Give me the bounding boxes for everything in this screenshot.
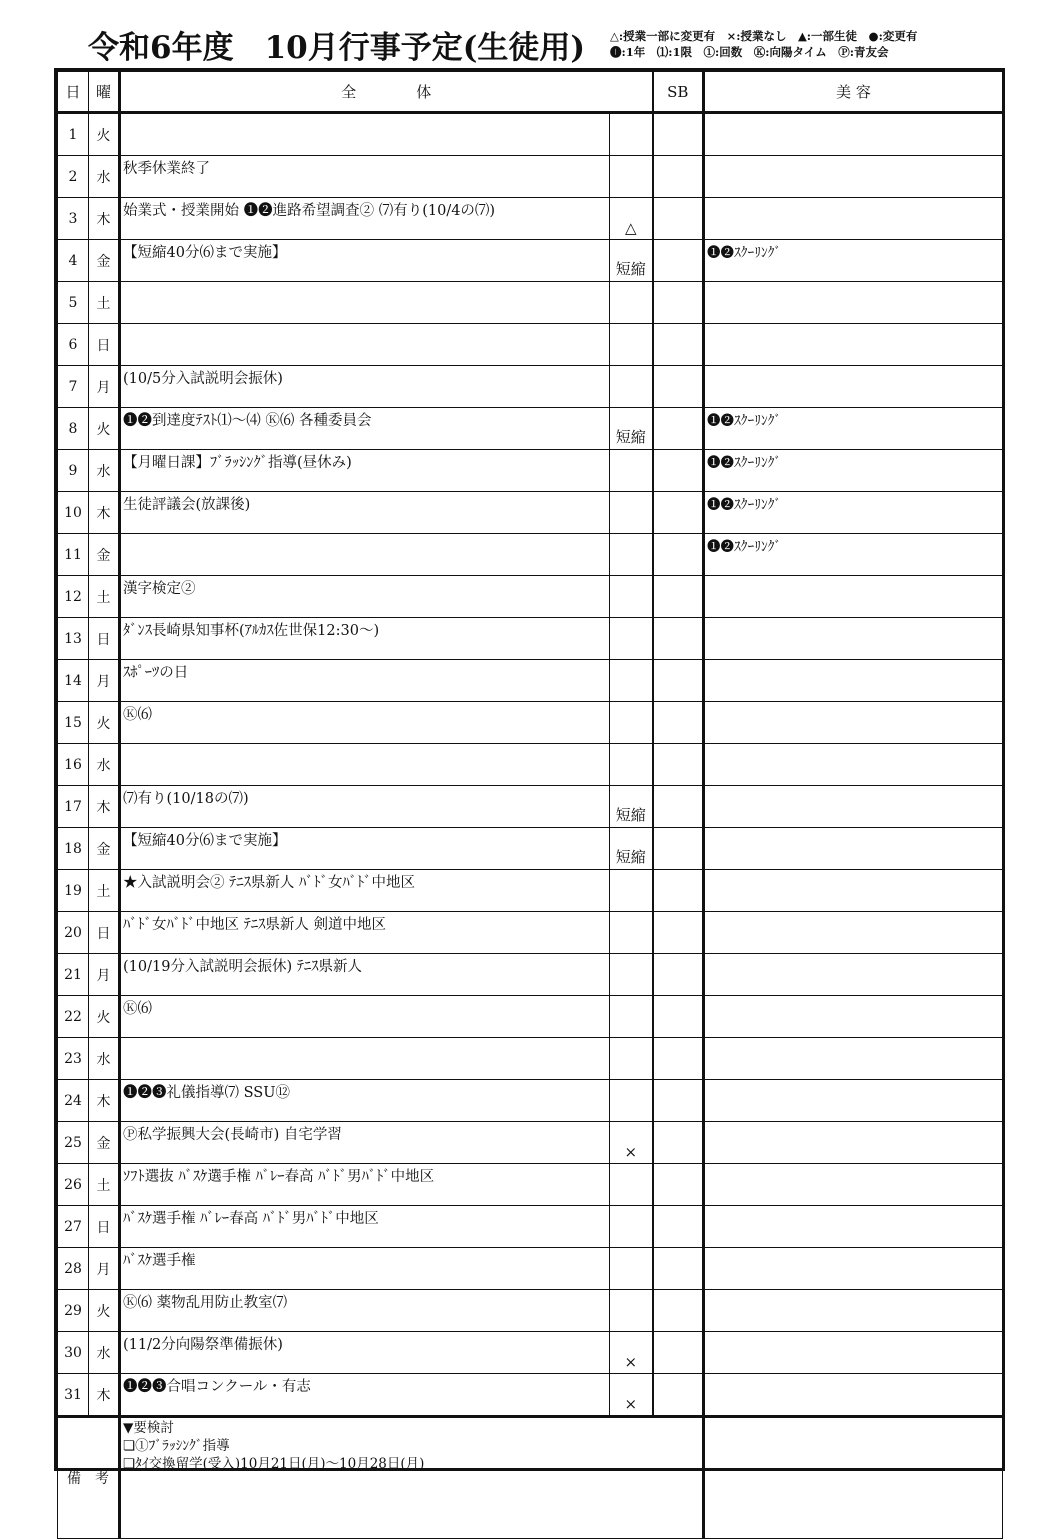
table-row [58,828,1003,870]
day-cell: 25 [58,1122,89,1164]
sb-cell [653,1122,704,1164]
table-row [58,240,1003,282]
sb-cell [653,1206,704,1248]
weekday-cell: 火 [89,408,120,450]
mark-cell [610,576,653,618]
beauty-cell [704,1038,1003,1080]
mark-cell: 短縮 [610,408,653,450]
day-cell: 14 [58,660,89,702]
mark-cell [610,912,653,954]
mark-cell [610,996,653,1038]
table-row [58,954,1003,996]
weekday-cell: 木 [89,1374,120,1417]
table-row [58,1080,1003,1122]
event-cell: 生徒評議会(放課後) [120,492,610,534]
sb-cell [653,702,704,744]
event-cell: ﾊﾞｽｹ選手権 [120,1248,610,1290]
event-cell [120,113,610,156]
day-cell: 6 [58,324,89,366]
table-row [58,324,1003,366]
day-cell: 23 [58,1038,89,1080]
event-cell: 秋季休業終了 [120,156,610,198]
event-cell: ﾊﾞﾄﾞ女ﾊﾞﾄﾞ中地区 ﾃﾆｽ県新人 剣道中地区 [120,912,610,954]
event-cell: ｽﾎﾟｰﾂの日 [120,660,610,702]
mark-cell [610,492,653,534]
mark-cell [610,282,653,324]
beauty-cell [704,660,1003,702]
beauty-cell [704,1080,1003,1122]
day-cell: 20 [58,912,89,954]
mark-cell [610,324,653,366]
sb-cell [653,240,704,282]
weekday-cell: 火 [89,113,120,156]
mark-cell [610,450,653,492]
page-title: 令和6年度 10月行事予定(生徒用) [88,30,586,66]
mark-cell [610,702,653,744]
sb-cell [653,786,704,828]
event-cell [120,534,610,576]
day-cell: 26 [58,1164,89,1206]
day-cell: 9 [58,450,89,492]
event-cell: ﾀﾞﾝｽ長崎県知事杯(ｱﾙｶｽ佐世保12:30～) [120,618,610,660]
sb-cell [653,450,704,492]
mark-cell [610,954,653,996]
beauty-cell [704,870,1003,912]
beauty-cell [704,1164,1003,1206]
event-cell: 【短縮40分⑹まで実施】 [120,240,610,282]
sb-cell [653,324,704,366]
day-cell: 1 [58,113,89,156]
weekday-cell: 土 [89,576,120,618]
table-row [58,786,1003,828]
mark-cell: × [610,1332,653,1374]
sb-cell [653,912,704,954]
beauty-cell [704,996,1003,1038]
legend-line-1: △:授業一部に変更有 ×:授業なし ▲:一部生徒 ●:変更有 [610,29,918,43]
sb-cell [653,1248,704,1290]
weekday-cell: 日 [89,324,120,366]
beauty-cell [704,828,1003,870]
legend-line-2: ❶:1年 ⑴:1限 ①:回数 Ⓚ:向陽タイム Ⓟ:青友会 [610,45,889,59]
beauty-cell [704,1248,1003,1290]
mark-cell [610,113,653,156]
beauty-cell [704,702,1003,744]
day-cell: 13 [58,618,89,660]
event-cell: Ⓚ⑹ 薬物乱用防止教室⑺ [120,1290,610,1332]
weekday-cell: 金 [89,534,120,576]
header-overall: 全 体 [120,72,653,113]
schedule-table [57,71,1003,1539]
sb-cell [653,1290,704,1332]
beauty-cell [704,198,1003,240]
weekday-cell: 火 [89,702,120,744]
table-row [58,870,1003,912]
table-row [58,1248,1003,1290]
event-cell: ⑺有り(10/18の⑺) [120,786,610,828]
notes-beauty [704,1417,1003,1539]
mark-cell [610,1164,653,1206]
beauty-cell [704,1206,1003,1248]
notes-label: 備 考 [58,1417,120,1539]
beauty-cell [704,576,1003,618]
beauty-cell: ❶❷ｽｸｰﾘﾝｸﾞ [704,534,1003,576]
beauty-cell [704,1290,1003,1332]
weekday-cell: 土 [89,282,120,324]
event-cell: ★入試説明会② ﾃﾆｽ県新人 ﾊﾞﾄﾞ女ﾊﾞﾄﾞ中地区 [120,870,610,912]
event-cell: ❶❷❸礼儀指導⑺ SSU⑫ [120,1080,610,1122]
mark-cell [610,1080,653,1122]
table-row [58,1038,1003,1080]
weekday-cell: 日 [89,912,120,954]
header-day: 日 [58,72,89,113]
day-cell: 19 [58,870,89,912]
weekday-cell: 木 [89,1080,120,1122]
header-sb: SB [653,72,704,113]
beauty-cell [704,786,1003,828]
mark-cell: 短縮 [610,786,653,828]
weekday-cell: 金 [89,1122,120,1164]
notes-body [120,1417,704,1539]
weekday-cell: 水 [89,744,120,786]
day-cell: 24 [58,1080,89,1122]
table-row [58,1122,1003,1164]
day-cell: 7 [58,366,89,408]
sb-cell [653,576,704,618]
table-row [58,1290,1003,1332]
event-cell: ❶❷到達度ﾃｽﾄ⑴～⑷ Ⓚ⑹ 各種委員会 [120,408,610,450]
day-cell: 17 [58,786,89,828]
sb-cell [653,996,704,1038]
mark-cell [610,1038,653,1080]
mark-cell [610,744,653,786]
sb-cell [653,1164,704,1206]
table-row [58,1206,1003,1248]
day-cell: 10 [58,492,89,534]
mark-cell: × [610,1374,653,1417]
weekday-cell: 水 [89,1332,120,1374]
sb-cell [653,870,704,912]
day-cell: 15 [58,702,89,744]
day-cell: 22 [58,996,89,1038]
day-cell: 3 [58,198,89,240]
table-row [58,1374,1003,1417]
mark-cell [610,618,653,660]
table-row [58,198,1003,240]
mark-cell [610,1206,653,1248]
mark-cell [610,870,653,912]
mark-cell [610,534,653,576]
table-row [58,996,1003,1038]
day-cell: 2 [58,156,89,198]
table-row [58,912,1003,954]
day-cell: 5 [58,282,89,324]
event-cell: 漢字検定② [120,576,610,618]
event-cell: 【短縮40分⑹まで実施】 [120,828,610,870]
mark-cell: × [610,1122,653,1164]
notes-line: ▼要検討 [123,1420,174,1436]
table-row [58,113,1003,156]
sb-cell [653,113,704,156]
beauty-cell [704,366,1003,408]
sb-cell [653,282,704,324]
sb-cell [653,660,704,702]
beauty-cell [704,282,1003,324]
table-row [58,534,1003,576]
event-cell: ❶❷❸合唱コンクール・有志 [120,1374,610,1417]
day-cell: 4 [58,240,89,282]
day-cell: 27 [58,1206,89,1248]
beauty-cell [704,1332,1003,1374]
event-cell: (10/5分入試説明会振休) [120,366,610,408]
notes-row [58,1417,1003,1539]
day-cell: 8 [58,408,89,450]
event-cell: Ⓟ私学振興大会(長崎市) 自宅学習 [120,1122,610,1164]
event-cell: 始業式・授業開始 ❶❷進路希望調査② ⑺有り(10/4の⑺) [120,198,610,240]
sb-cell [653,1332,704,1374]
weekday-cell: 木 [89,786,120,828]
event-cell: Ⓚ⑹ [120,996,610,1038]
sb-cell [653,1080,704,1122]
event-cell: ﾊﾞｽｹ選手権 ﾊﾞﾚｰ春高 ﾊﾞﾄﾞ男ﾊﾞﾄﾞ中地区 [120,1206,610,1248]
day-cell: 18 [58,828,89,870]
table-row [58,576,1003,618]
weekday-cell: 木 [89,198,120,240]
day-cell: 21 [58,954,89,996]
event-cell [120,324,610,366]
weekday-cell: 火 [89,1290,120,1332]
weekday-cell: 火 [89,996,120,1038]
event-cell: ｿﾌﾄ選抜 ﾊﾞｽｹ選手権 ﾊﾞﾚｰ春高 ﾊﾞﾄﾞ男ﾊﾞﾄﾞ中地区 [120,1164,610,1206]
mark-cell [610,1290,653,1332]
sb-cell [653,156,704,198]
day-cell: 16 [58,744,89,786]
notes-line: ❏ﾀｲ交換留学(受入)10月21日(月)～10月28日(月) [123,1456,425,1472]
table-row [58,492,1003,534]
weekday-cell: 土 [89,870,120,912]
weekday-cell: 水 [89,450,120,492]
table-row [58,1332,1003,1374]
schedule-frame [54,68,1005,1487]
header-weekday: 曜 [89,72,120,113]
sb-cell [653,366,704,408]
mark-cell [610,660,653,702]
notes-line: ❏①ﾌﾞﾗｯｼﾝｸﾞ指導 [123,1438,230,1454]
sb-cell [653,492,704,534]
mark-cell [610,156,653,198]
day-cell: 31 [58,1374,89,1417]
event-cell: 【月曜日課】ﾌﾞﾗｯｼﾝｸﾞ指導(昼休み) [120,450,610,492]
beauty-cell: ❶❷ｽｸｰﾘﾝｸﾞ [704,492,1003,534]
legend [610,28,917,60]
beauty-cell: ❶❷ｽｸｰﾘﾝｸﾞ [704,240,1003,282]
day-cell: 28 [58,1248,89,1290]
header-row [58,72,1003,113]
event-cell [120,282,610,324]
table-row [58,1164,1003,1206]
beauty-cell [704,324,1003,366]
day-cell: 11 [58,534,89,576]
mark-cell [610,1248,653,1290]
table-row [58,450,1003,492]
sb-cell [653,1038,704,1080]
sb-cell [653,828,704,870]
event-cell: (11/2分向陽祭準備振休) [120,1332,610,1374]
sb-cell [653,618,704,660]
sb-cell [653,408,704,450]
table-row [58,618,1003,660]
table-row [58,660,1003,702]
weekday-cell: 月 [89,660,120,702]
beauty-cell [704,1374,1003,1417]
event-cell: Ⓚ⑹ [120,702,610,744]
mark-cell [610,366,653,408]
weekday-cell: 水 [89,1038,120,1080]
table-row [58,156,1003,198]
table-row [58,702,1003,744]
sb-cell [653,534,704,576]
day-cell: 30 [58,1332,89,1374]
mark-cell: △ [610,198,653,240]
weekday-cell: 金 [89,240,120,282]
weekday-cell: 月 [89,954,120,996]
event-cell: (10/19分入試説明会振休) ﾃﾆｽ県新人 [120,954,610,996]
table-row [58,282,1003,324]
sb-cell [653,198,704,240]
beauty-cell [704,912,1003,954]
weekday-cell: 土 [89,1164,120,1206]
event-cell [120,1038,610,1080]
beauty-cell [704,744,1003,786]
mark-cell: 短縮 [610,828,653,870]
beauty-cell [704,156,1003,198]
sb-cell [653,744,704,786]
weekday-cell: 月 [89,366,120,408]
weekday-cell: 木 [89,492,120,534]
beauty-cell [704,618,1003,660]
beauty-cell: ❶❷ｽｸｰﾘﾝｸﾞ [704,450,1003,492]
sb-cell [653,954,704,996]
weekday-cell: 日 [89,618,120,660]
beauty-cell [704,954,1003,996]
event-cell [120,744,610,786]
beauty-cell [704,1122,1003,1164]
weekday-cell: 金 [89,828,120,870]
beauty-cell: ❶❷ｽｸｰﾘﾝｸﾞ [704,408,1003,450]
header-beauty: 美 容 [704,72,1003,113]
day-cell: 12 [58,576,89,618]
mark-cell: 短縮 [610,240,653,282]
weekday-cell: 月 [89,1248,120,1290]
table-row [58,408,1003,450]
sb-cell [653,1374,704,1417]
day-cell: 29 [58,1290,89,1332]
table-row [58,366,1003,408]
beauty-cell [704,113,1003,156]
weekday-cell: 水 [89,156,120,198]
table-row [58,744,1003,786]
weekday-cell: 日 [89,1206,120,1248]
